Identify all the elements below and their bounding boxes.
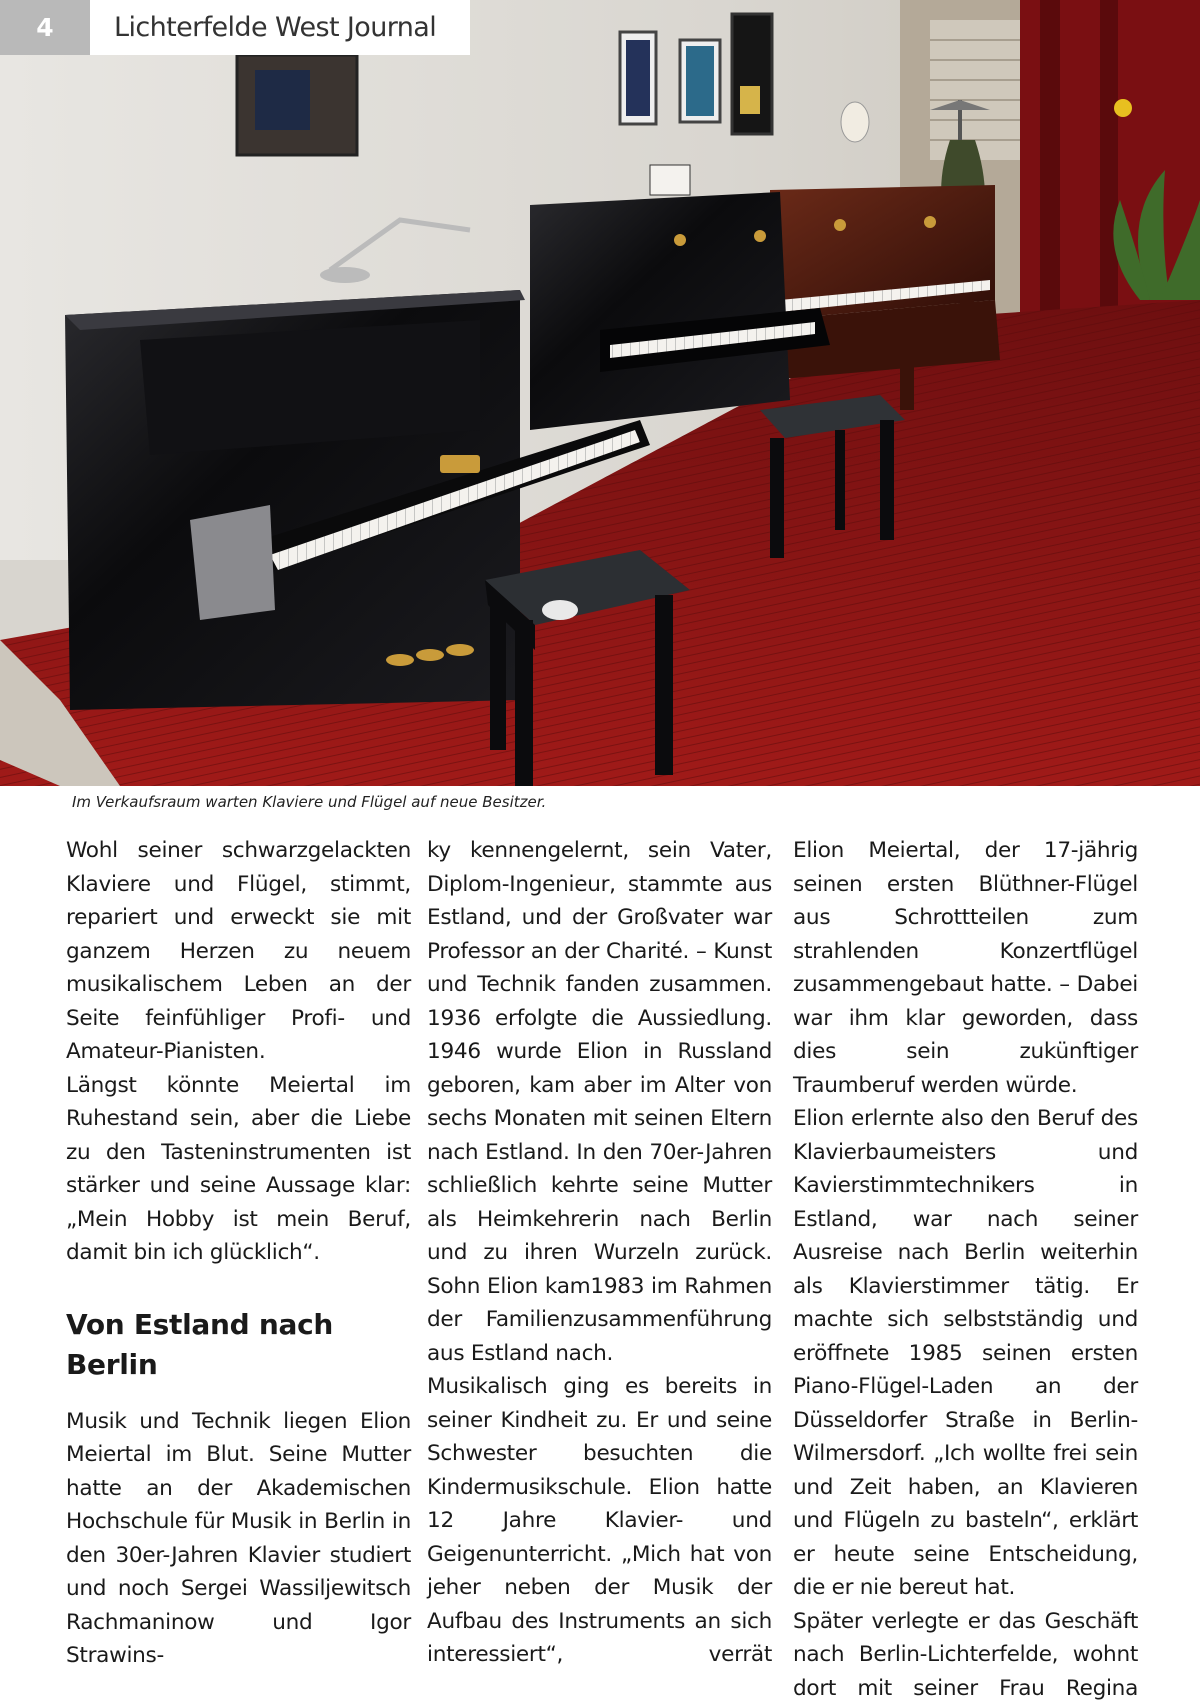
page-number: 4 [0, 0, 90, 55]
journal-title: Lichterfelde West Journal [90, 0, 470, 55]
paragraph-3-part-1: Musik und Technik liegen Elion Meiertal im Blut. Seine Mutter hatte an der Akademischen Hochschule für Musik in Berlin in den 30er-Jahren Klavier studiert und noch Sergei Wassiljewitsch Rachmaninow und Igor Strawins- [66, 1405, 411, 1673]
article-column-1 [66, 834, 411, 1673]
page-header [0, 0, 470, 55]
article-photo [0, 0, 1200, 786]
paragraph-6: Später verlegte er das Geschäft nach Berlin-Lichterfelde, wohnt dort mit seiner Frau Regina [793, 1605, 1138, 1705]
article-column-2 [427, 834, 772, 1672]
photo-caption: Im Verkaufsraum warten Klaviere und Flügel auf neue Besitzer. [72, 793, 1072, 811]
paragraph-4-part-1: Musikalisch ging es bereits in seiner Kindheit zu. Er und seine Schwester besuchten die Kindermusikschule. Elion hatte 12 Jahre Klavier- und Geigenunterricht. „Mich hat von jeher neben der Musik der Aufbau des Instruments an sich interessiert“, verrät [427, 1370, 772, 1672]
paragraph-5: Elion erlernte also den Beruf des Klavierbaumeisters und Kavierstimmtechnikers in Estland, war nach seiner Ausreise nach Berlin weiterhin als Klavierstimmer tätig. Er machte sich selbstständig und eröffnete 1985 seinen ersten Piano-Flügel-Laden an der Düsseldorfer Straße in Berlin-Wilmersdorf. „Ich wollte frei sein und Zeit haben, an Klavieren und Flügeln zu basteln“, erklärt er heute seine Entscheidung, die er nie bereut hat. [793, 1102, 1138, 1605]
paragraph-3-part-2: ky kennengelernt, sein Vater, Diplom-Ingenieur, stammte aus Estland, und der Großvater war Professor an der Charité. – Kunst und Technik fanden zusammen. 1936 erfolgte die Aussiedlung. 1946 wurde Elion in Russland geboren, kam aber im Alter von sechs Monaten mit seinen Eltern nach Estland. In den 70er-Jahren schließlich kehrte seine Mutter als Heimkehrerin nach Berlin und zu ihren Wurzeln zurück. Sohn Elion kam1983 im Rahmen der Familienzusammenführung aus Estland nach. [427, 834, 772, 1370]
intro-paragraph-2: Längst könnte Meiertal im Ruhestand sein, aber die Liebe zu den Tasteninstrumenten ist stärker und seine Aussage klar: „Mein Hobby ist mein Beruf, damit bin ich glücklich“. [66, 1069, 411, 1270]
piano-showroom-photo-icon [0, 0, 1200, 786]
article-column-3 [793, 834, 1138, 1705]
section-subheading: Von Estland nach Berlin [66, 1305, 411, 1385]
intro-paragraph-1: Wohl seiner schwarzgelackten Klaviere und Flügel, stimmt, repariert und erweckt sie mit ganzem Herzen zu neuem musikalischem Leben an der Seite feinfühliger Profi- und Amateur-Pianisten. [66, 834, 411, 1069]
paragraph-4-part-2: Elion Meiertal, der 17-jährig seinen ersten Blüthner-Flügel aus Schrottteilen zum strahlenden Konzertflügel zusammengebaut hatte. – Dabei war ihm klar geworden, dass dies sein zukünftiger Traumberuf werden würde. [793, 834, 1138, 1102]
